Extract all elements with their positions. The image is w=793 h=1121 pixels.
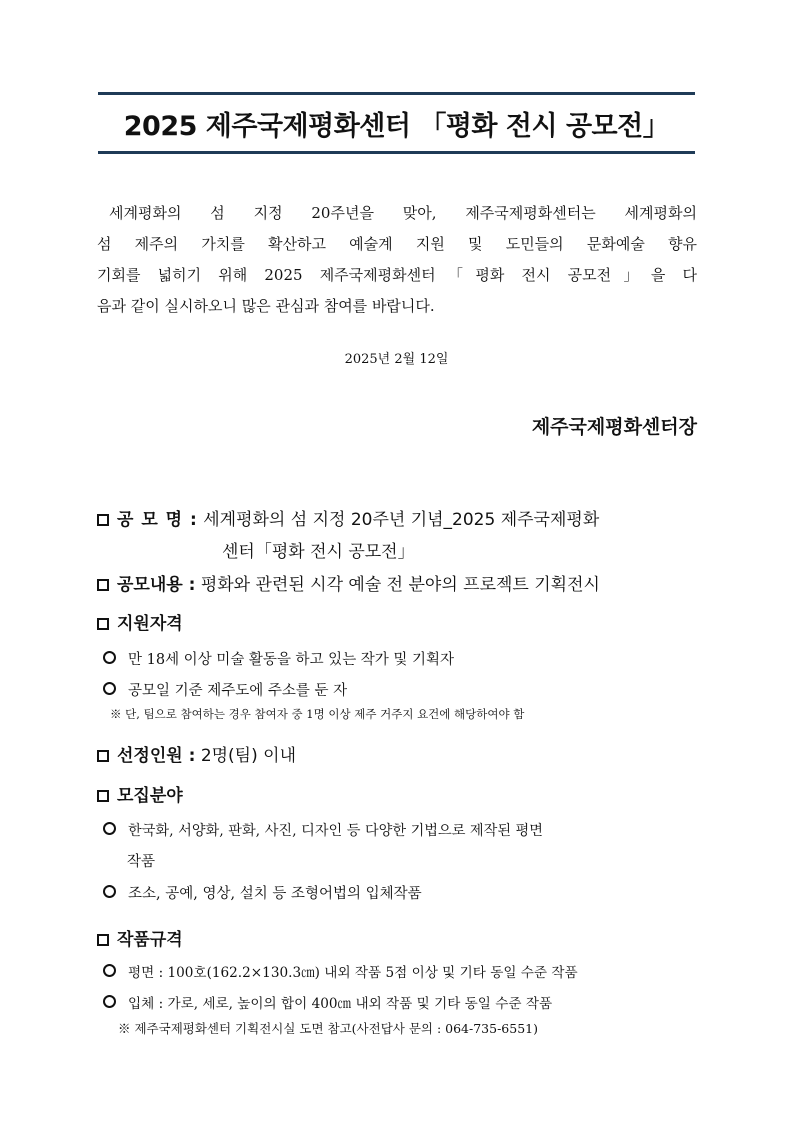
section-label: 모집분야 bbox=[117, 786, 183, 806]
list-item bbox=[103, 992, 552, 1012]
circle-bullet-icon bbox=[103, 964, 116, 977]
list-item-text: 입체 : 가로, 세로, 높이의 합이 400㎝ 내외 작품 및 기타 동일 수준 작품 bbox=[128, 996, 553, 1012]
section-selection bbox=[97, 741, 296, 766]
checkbox-square-icon bbox=[97, 579, 109, 591]
list-item bbox=[103, 820, 543, 840]
list-item bbox=[103, 961, 578, 981]
issue-date: 2025년 2월 12일 bbox=[344, 352, 449, 367]
list-item-text: 조소, 공예, 영상, 설치 등 조형어법의 입체작품 bbox=[128, 886, 422, 902]
section-value-continued: 센터「평화 전시 공모전」 bbox=[222, 542, 415, 562]
section-value: 세계평화의 섬 지정 20주년 기념_2025 제주국제평화 bbox=[203, 510, 600, 530]
section-label: 공모내용 : bbox=[117, 575, 196, 595]
list-item bbox=[103, 648, 454, 669]
intro-line: 음과 같이 실시하오니 많은 관심과 참여를 바랍니다. bbox=[97, 297, 435, 315]
checkbox-square-icon bbox=[97, 790, 109, 802]
section-value: 평화와 관련된 시각 예술 전 분야의 프로젝트 기획전시 bbox=[200, 575, 600, 595]
list-item-text: 평면 : 100호(162.2×130.3㎝) 내외 작품 5점 이상 및 기타 동일 수준 작품 bbox=[128, 965, 578, 981]
list-item bbox=[103, 679, 347, 700]
list-item bbox=[103, 882, 422, 903]
section-label: 선정인원 : bbox=[117, 746, 196, 766]
circle-bullet-icon bbox=[103, 682, 116, 695]
section-specs bbox=[97, 925, 183, 950]
list-item-text-continued: 작품 bbox=[127, 854, 156, 870]
title-banner bbox=[98, 92, 695, 154]
circle-bullet-icon bbox=[103, 995, 116, 1008]
page-title: 2025 제주국제평화센터 「평화 전시 공모전」 bbox=[123, 110, 670, 142]
section-value: 2명(팀) 이내 bbox=[200, 746, 296, 766]
checkbox-square-icon bbox=[97, 514, 109, 526]
list-item-text: 한국화, 서양화, 판화, 사진, 디자인 등 다양한 기법으로 제작된 평면 bbox=[128, 823, 543, 839]
intro-line: 세계평화의 섬 지정 20주년을 맞아, 제주국제평화센터는 세계평화의 bbox=[109, 204, 697, 222]
signer: 제주국제평화센터장 bbox=[531, 416, 697, 438]
intro-paragraph bbox=[97, 198, 697, 322]
intro-line: 기회를 넓히기 위해 2025 제주국제평화센터「평화 전시 공모전」을 다 bbox=[97, 266, 697, 284]
section-content bbox=[97, 570, 600, 595]
section-label: 공 모 명 : bbox=[117, 510, 198, 530]
list-item-text: 공모일 기준 제주도에 주소를 둔 자 bbox=[128, 683, 348, 699]
section-fields bbox=[97, 781, 183, 806]
checkbox-square-icon bbox=[97, 618, 109, 630]
section-name bbox=[97, 505, 599, 530]
list-item-text: 만 18세 이상 미술 활동을 하고 있는 작가 및 기획자 bbox=[128, 652, 455, 668]
section-label: 지원자격 bbox=[117, 614, 183, 634]
intro-line: 섬 제주의 가치를 확산하고 예술계 지원 및 도민들의 문화예술 향유 bbox=[97, 235, 697, 253]
section-eligibility bbox=[97, 609, 183, 634]
eligibility-note: ※ 단, 팀으로 참여하는 경우 참여자 중 1명 이상 제주 거주지 요건에 해당하여야 함 bbox=[110, 707, 525, 721]
specs-note: ※ 제주국제평화센터 기획전시실 도면 참고(사전답사 문의 : 064-735-6551) bbox=[118, 1021, 538, 1036]
circle-bullet-icon bbox=[103, 651, 116, 664]
section-label: 작품규격 bbox=[117, 930, 183, 950]
checkbox-square-icon bbox=[97, 750, 109, 762]
circle-bullet-icon bbox=[103, 822, 116, 835]
checkbox-square-icon bbox=[97, 934, 109, 946]
circle-bullet-icon bbox=[103, 885, 116, 898]
